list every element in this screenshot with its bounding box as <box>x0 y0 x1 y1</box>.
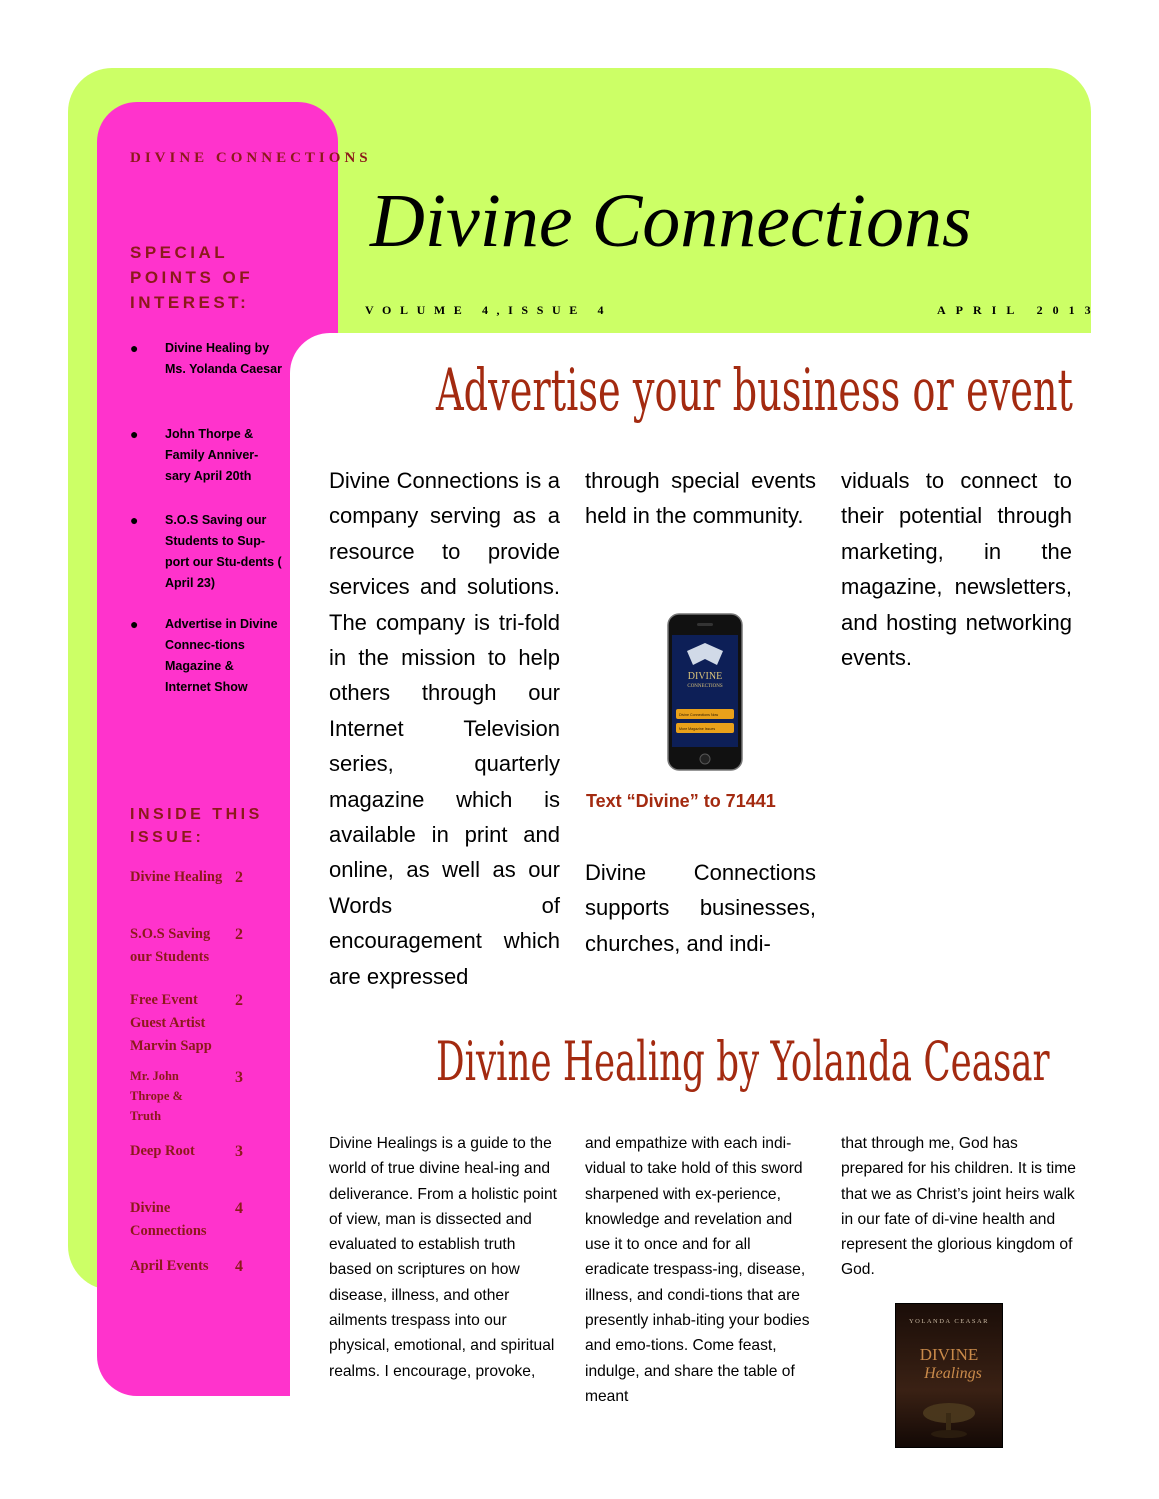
text-to-subscribe: Text “Divine” to 71441 <box>586 791 776 811</box>
list-item: ● Advertise in Divine Connec-tions Magazine & Internet Show <box>130 616 278 694</box>
list-item: ● Divine Healing by Ms. Yolanda Caesar <box>130 340 282 376</box>
article2-column-2: and empathize with each indi-vidual to take hold of this sword sharpened with ex-perience, knowledge and revelation and use it to once and for all eradicate trespass-ing, disease, illness, and condi-tions that are presently inhab-iting your bodies and emo-tions. Come feast, indulge, and share the table of meant <box>585 1135 810 1405</box>
bullet-icon: ● <box>130 340 139 356</box>
article-column-3: viduals to connect to their potential through marketing, in the magazine, newsletters, and hosting networking events. <box>841 468 1072 671</box>
svg-text:CONNECTIONS: CONNECTIONS <box>687 684 723 689</box>
article-headline: Advertise your business or event <box>436 356 1073 424</box>
svg-text:Divine Connections Now: Divine Connections Now <box>679 713 719 717</box>
book-cover-image <box>895 1303 1003 1448</box>
bullet-icon: ● <box>130 616 139 632</box>
smartphone-image <box>667 613 743 771</box>
article-column-2: through special events held in the community. <box>585 468 816 529</box>
inside-issue-heading: INSIDE THIS ISSUE: <box>130 806 263 846</box>
svg-text:Healings: Healings <box>924 1365 982 1382</box>
issue-date: APRIL 2013 <box>937 303 1101 317</box>
article-column-2b: Divine Connections supports businesses, churches, and indi- <box>585 860 816 956</box>
article2-column-1: Divine Healings is a guide to the world of true divine heal-ing and deliverance. From a holistic point of view, man is dissected and evaluated to establish truth based on scriptures on how disease, illness, and other ailments trespass into our physical, emotional, and spiritual realms. I encourage, provoke, <box>329 1135 557 1380</box>
special-points-heading: SPECIAL POINTS OF INTEREST: <box>130 243 254 312</box>
special-points-list <box>130 338 282 698</box>
bullet-icon: ● <box>130 512 139 528</box>
article-column-1: Divine Connections is a company serving as a resource to provide services and solutions. The company is tri-fold in the mission to help others through our Internet Television series, quarterly magazine which is available in print and online, as well as our Words of encouragement which are expressed <box>329 468 560 989</box>
svg-text:DIVINE: DIVINE <box>919 1345 979 1364</box>
article-headline-2: Divine Healing by Yolanda Ceasar <box>436 1030 1050 1093</box>
article2-column-3: that through me, God has prepared for his children. It is time that we as Christ’s joint heirs walk in our fate of di-vine health and represent the glorious kingdom of God. <box>841 1135 1076 1279</box>
svg-text:YOLANDA CEASAR: YOLANDA CEASAR <box>908 1318 990 1325</box>
bullet-icon: ● <box>130 426 139 442</box>
svg-text:More Magazine Issues: More Magazine Issues <box>679 727 716 731</box>
sidebar-masthead: DIVINE CONNECTIONS <box>130 150 372 166</box>
newsletter-title: Divine Connections <box>370 179 972 263</box>
svg-text:DIVINE: DIVINE <box>687 671 723 682</box>
list-item: ● S.O.S Saving our Students to Sup-port our Stu-dents ( April 23) <box>130 512 282 590</box>
volume-issue: VOLUME 4,ISSUE 4 <box>365 303 613 317</box>
list-item: ● John Thorpe & Family Anniver-sary April 20th <box>130 426 259 483</box>
